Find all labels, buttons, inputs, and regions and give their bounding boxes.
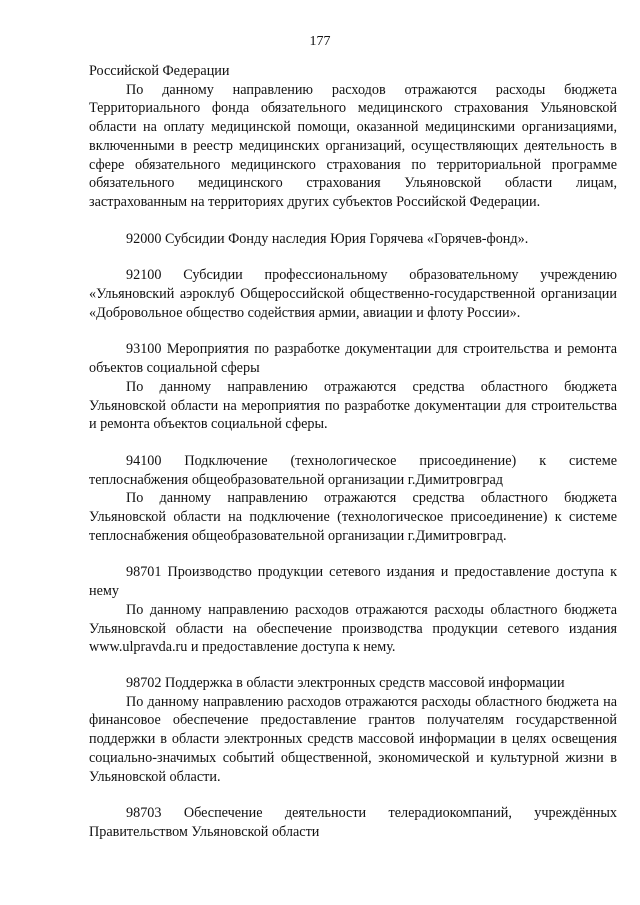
paragraph-continuation: Российской Федерации <box>89 63 230 79</box>
paragraph-98702-description: По данному направлению расходов отражаются расходы областного бюджета на финансовое обеспечение предоставление грантов получателям государственной поддержки в области электронных средств массовой информации в целях освещения социально-значимых событий общественной, экономической и культурной жизни в Ульяновской области. <box>89 693 617 785</box>
heading-98703: 98703 Обеспечение деятельности телерадиокомпаний, учреждённых Правительством Ульяновской области <box>89 805 617 840</box>
heading-98702: 98702 Поддержка в области электронных средств массовой информации <box>126 674 565 691</box>
heading-92100: 92100 Субсидии профессиональному образовательному учреждению «Ульяновский аэроклуб Общероссийской общественно-государственной организации «Добровольное общество содействия армии, авиации и флоту России». <box>89 267 617 321</box>
heading-92000: 92000 Субсидии Фонду наследия Юрия Горячева «Горячев-фонд». <box>126 230 529 247</box>
page-number: 177 <box>309 34 331 49</box>
heading-94100: 94100 Подключение (технологическое присоединение) к системе теплоснабжения общеобразовательной организации г.Димитровград <box>89 452 617 488</box>
paragraph-98701-description: По данному направлению расходов отражаются расходы областного бюджета Ульяновской области на обеспечение производства продукции сетевого издания www.ulpravda.ru и предоставление доступа к нему. <box>89 601 617 656</box>
heading-93100: 93100 Мероприятия по разработке документации для строительства и ремонта объектов социальной сферы <box>89 341 617 377</box>
paragraph-tfoms-expenses: По данному направлению расходов отражаются расходы бюджета Территориального фонда обязательного медицинского страхования Ульяновской области на оплату медицинской помощи, оказанной медицинскими организациями, включенными в реестр медицинских организаций, осуществляющих деятельность в сфере обязательного медицинского страхования по территориальной программе обязательного медицинского страхования Ульяновской области лицам, застрахованным на территориях других субъектов Российской Федерации. <box>89 81 617 210</box>
heading-98701: 98701 Производство продукции сетевого издания и предоставление доступа к нему <box>89 564 617 600</box>
paragraph-94100-description: По данному направлению отражаются средства областного бюджета Ульяновской области на подключение (технологическое присоединение) к системе теплоснабжения общеобразовательной организации г.Димитровград. <box>89 490 617 544</box>
paragraph-93100-description: По данному направлению отражаются средства областного бюджета Ульяновской области на мероприятия по разработке документации для строительства и ремонта объектов социальной сферы. <box>89 378 617 433</box>
document-body <box>89 62 617 842</box>
